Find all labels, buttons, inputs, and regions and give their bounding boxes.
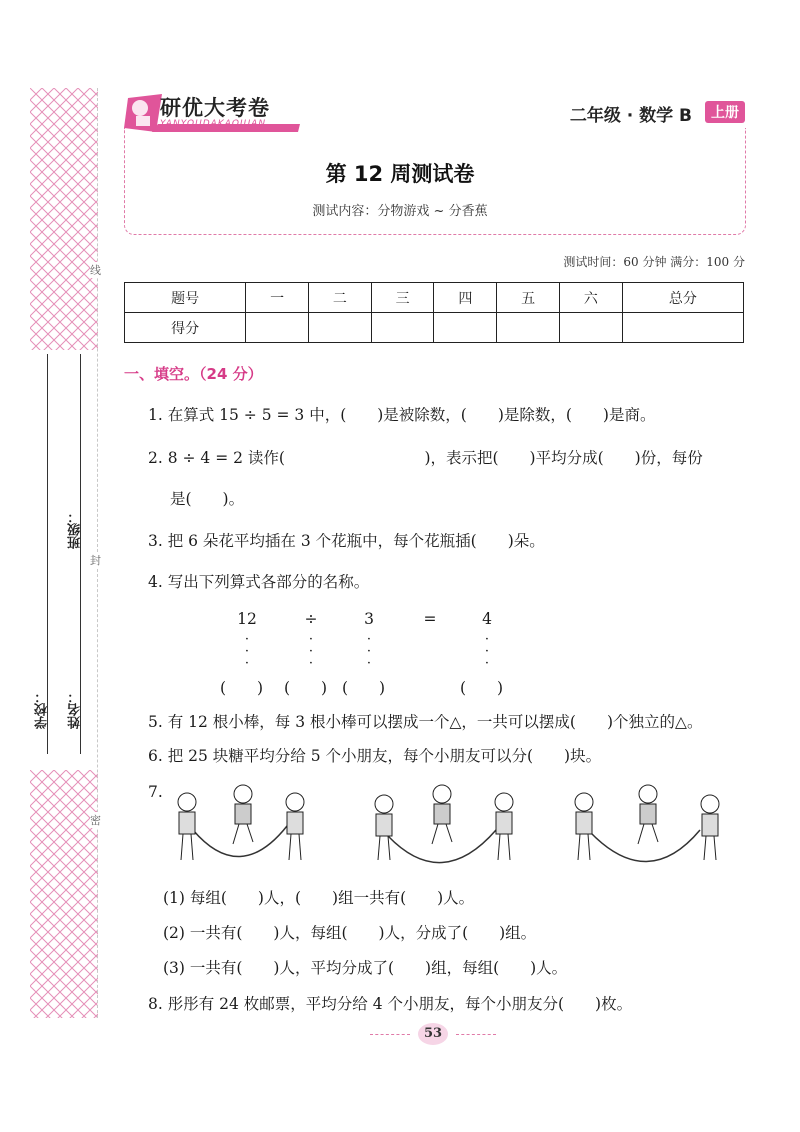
margin-mark-seal: 封: [90, 554, 101, 567]
score-input-cell[interactable]: [622, 313, 743, 343]
dots-connector: · · ·: [484, 632, 490, 671]
question-1: 1. 在算式 15 ÷ 5 = 3 中，( )是被除数，( )是除数，( )是商。: [148, 406, 656, 424]
divisor-number: 3: [364, 610, 374, 628]
table-cell: 题号: [125, 283, 246, 313]
question-8: 8. 彤彤有 24 枚邮票，平均分给 4 个小朋友，每个小朋友分( )枚。: [148, 995, 633, 1013]
score-input-cell[interactable]: [497, 313, 560, 343]
table-cell: 三: [371, 283, 434, 313]
dividend-number: 12: [237, 610, 257, 628]
score-input-cell[interactable]: [434, 313, 497, 343]
page-number-area: [370, 1020, 500, 1048]
question-7-part-1: (1) 每组( )人，( )组一共有( )人。: [163, 889, 475, 907]
table-cell: 一: [246, 283, 309, 313]
test-content: 测试内容：分物游戏 ~ 分香蕉: [312, 204, 488, 219]
answer-blank[interactable]: ( ): [460, 679, 504, 697]
margin-mark-secret: 密: [90, 814, 101, 827]
logo-subtext: YANYOUDAKAOJUAN: [160, 119, 267, 129]
answer-blank[interactable]: ( ): [342, 679, 386, 697]
page-title: 第 12 周测试卷: [325, 162, 475, 186]
margin-pattern-top: [30, 88, 98, 350]
jump-rope-group-illustration: [372, 780, 522, 870]
jump-rope-group-illustration: [165, 780, 315, 870]
logo-text: 研优大考卷: [160, 96, 270, 120]
table-cell: 总分: [622, 283, 743, 313]
table-cell: 五: [497, 283, 560, 313]
answer-blank[interactable]: ( ): [220, 679, 264, 697]
margin-pattern-bottom: [30, 770, 98, 1018]
question-5: 5. 有 12 根小棒，每 3 根小棒可以摆成一个△，一共可以摆成( )个独立的△。: [148, 713, 703, 731]
score-table: [124, 282, 744, 343]
section-heading: 一、填空。（24 分）: [124, 365, 263, 383]
school-label: 学校：: [35, 690, 50, 729]
table-cell: 四: [434, 283, 497, 313]
margin-mark-line: 线: [90, 264, 101, 277]
table-row: [125, 313, 744, 343]
question-7-part-2: (2) 一共有( )人，每组( )人，分成了( )组。: [163, 924, 537, 942]
table-cell: 二: [309, 283, 372, 313]
test-meta: 测试时间：60 分钟 满分：100 分: [563, 255, 745, 269]
name-label: 姓名：: [68, 690, 83, 729]
division-sign: ÷: [304, 610, 318, 628]
score-input-cell[interactable]: [309, 313, 372, 343]
page-number: 53: [418, 1023, 448, 1045]
equals-sign: =: [423, 610, 437, 628]
jump-rope-group-illustration: [568, 780, 728, 870]
question-3: 3. 把 6 朵花平均插在 3 个花瓶中，每个花瓶插( )朵。: [148, 532, 545, 550]
volume-badge: 上册: [705, 101, 745, 123]
class-label: 班级：: [68, 510, 83, 549]
question-7-part-3: (3) 一共有( )人，平均分成了( )组，每组( )人。: [163, 959, 568, 977]
question-4: 4. 写出下列算式各部分的名称。: [148, 573, 370, 591]
score-input-cell[interactable]: [559, 313, 622, 343]
question-2-cont: 是( )。: [170, 490, 245, 508]
dots-connector: · · ·: [308, 632, 314, 671]
score-input-cell[interactable]: [246, 313, 309, 343]
divider: [456, 1034, 496, 1035]
dots-connector: · · ·: [366, 632, 372, 671]
table-row: [125, 283, 744, 313]
table-cell: 六: [559, 283, 622, 313]
answer-blank[interactable]: ( ): [284, 679, 328, 697]
question-2: 2. 8 ÷ 4 = 2 读作( )，表示把( )平均分成( )份，每份: [148, 449, 703, 467]
score-input-cell[interactable]: [371, 313, 434, 343]
grade-label: 二年级 · 数学 B: [569, 106, 692, 126]
question-6: 6. 把 25 块糖平均分给 5 个小朋友，每个小朋友可以分( )块。: [148, 747, 602, 765]
divider: [370, 1034, 410, 1035]
quotient-number: 4: [482, 610, 492, 628]
table-cell: 得分: [125, 313, 246, 343]
question-7: 7.: [148, 783, 163, 801]
dots-connector: · · ·: [244, 632, 250, 671]
